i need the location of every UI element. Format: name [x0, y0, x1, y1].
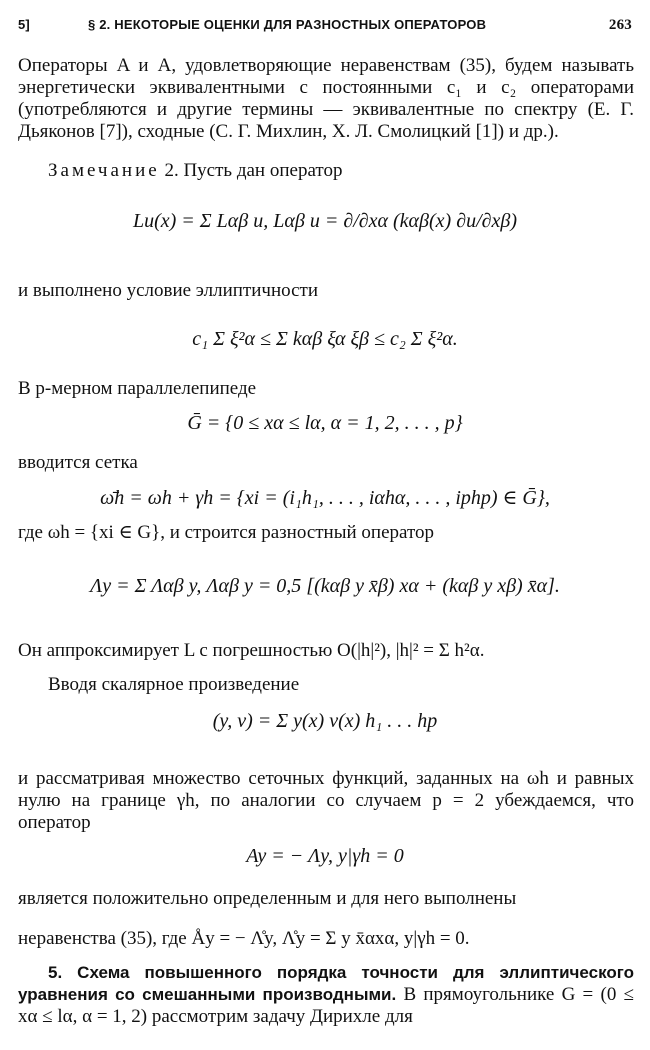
formula-operator-L: Lu(x) = Σ Lαβ u, Lαβ u = ∂/∂xα (kαβ(x) ∂u/∂xβ) [132, 210, 518, 232]
paragraph-equivalent-operators: Операторы A и A, удовлетворяющие неравенствам (35), будем называть энергетически эквивалентными с постоянными c₁ и c₂ операторами (употребляются и другие термины — эквивалентные по спектру (Е. Г. Дьяконов [7]), сходные (С. Г. Михлин, Х. Л. Смолицкий [1]) и др.). [18, 55, 634, 142]
formula-ellipticity: c₁ Σ ξ²α ≤ Σ kαβ ξα ξβ ≤ c₂ Σ ξ²α. [192, 328, 458, 350]
header-section-title: § 2. НЕКОТОРЫЕ ОЦЕНКИ ДЛЯ РАЗНОСТНЫХ ОПЕРАТОРОВ [88, 17, 487, 32]
paragraph-ellipticity: и выполнено условие эллиптичности [18, 280, 318, 301]
formula-operator-A: Ay = − Λy, y|γh = 0 [246, 845, 404, 867]
paragraph-approximation: Он аппроксимирует L с погрешностью O(|h|²), |h|² = Σ h²α. [18, 640, 485, 661]
paragraph-grid: вводится сетка [18, 452, 138, 473]
page-number: 263 [608, 17, 632, 33]
section-5-text: В прямоугольнике G = (0 ≤ xα ≤ lα, α = 1, 2) рассмотрим задачу Дирихле для [18, 984, 634, 1027]
paragraph-difference-operator: где ωh = {xi ∈ G}, и строится разностный оператор [18, 522, 434, 543]
paragraph-positive-definite: является положительно определенным и для него выполнены [18, 888, 517, 909]
remark-label: Замечание [48, 160, 160, 181]
paragraph-scalar-product: Вводя скалярное произведение [48, 674, 300, 695]
formula-scalar-product: (y, v) = Σ y(x) v(x) h₁ . . . hp [212, 710, 438, 732]
formula-lambda: Λy = Σ Λαβ y, Λαβ y = 0,5 [(kαβ y x̄β) xα + (kαβ y xβ) x̄α]. [90, 575, 560, 597]
section-5-title: 5. Схема повышенного порядка точности для эллиптического уравнения со смешанными производными. [18, 963, 634, 1004]
header-chapter-mark: 5] [18, 17, 30, 32]
paragraph-parallelepiped: В p-мерном параллелепипеде [18, 378, 257, 399]
running-header [18, 17, 632, 41]
remark-text: 2. Пусть дан оператор [164, 160, 343, 181]
formula-domain-G: Ḡ = {0 ≤ xα ≤ lα, α = 1, 2, . . . , p} [187, 412, 463, 434]
remark-2 [18, 160, 634, 182]
formula-grid: ω̄h = ωh + γh = {xi = (i₁h₁, . . . , iαhα, . . . , iphp) ∈ Ḡ}, [100, 487, 550, 509]
paragraph-grid-functions: и рассматривая множество сеточных функций, заданных на ωh и равных нулю на границе γh, по аналогии со случаем p = 2 убеждаемся, что оператор [18, 768, 634, 833]
paragraph-inequalities: неравенства (35), где Åy = − Λ̊y, Λ̊y = Σ y x̄αxα, y|γh = 0. [18, 928, 470, 949]
section-5 [18, 962, 634, 1028]
